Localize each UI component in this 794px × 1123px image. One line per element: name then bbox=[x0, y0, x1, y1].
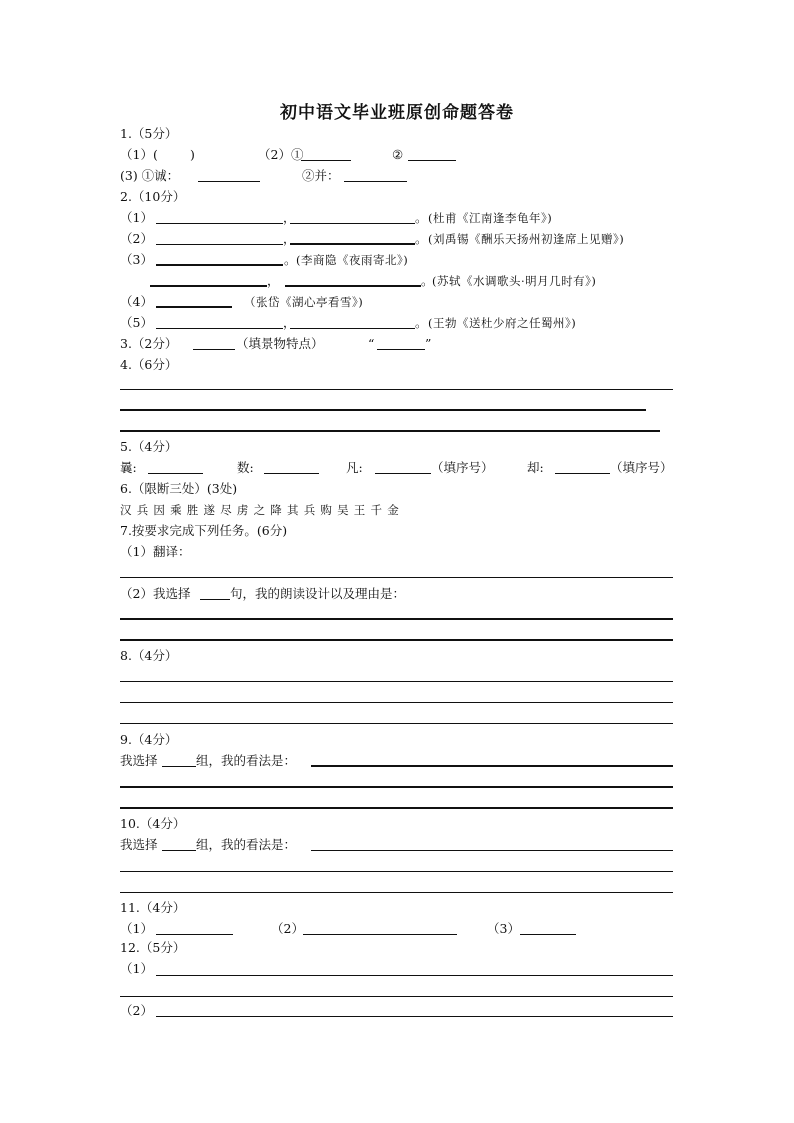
q7-part1-label: （1）翻译： bbox=[120, 544, 191, 559]
q10-heading: 10.（4分） bbox=[120, 816, 186, 831]
q9-heading: 9.（4分） bbox=[120, 732, 178, 747]
q4-answer-line-3[interactable] bbox=[120, 430, 660, 432]
q3-note: （填景物特点） bbox=[236, 336, 324, 351]
q3-open-quote: “ bbox=[368, 336, 375, 351]
q3-blank-a[interactable] bbox=[193, 349, 235, 350]
q9-answer-line-1[interactable] bbox=[311, 765, 673, 767]
q2-line3b-source: (苏轼《水调歌头·明月几时有》) bbox=[432, 274, 597, 288]
q5-item-c-label: 凡: bbox=[346, 460, 363, 475]
q12-part1-answer-line-1[interactable] bbox=[156, 975, 673, 976]
q10-label-b: 组，我的看法是： bbox=[196, 837, 297, 852]
q7-part2-label-b: 句，我的朗读设计以及理由是： bbox=[230, 586, 406, 601]
q7-heading: 7.按要求完成下列任务。(6分) bbox=[120, 523, 288, 538]
q4-answer-line-2[interactable] bbox=[120, 409, 646, 411]
q3-close-quote: ” bbox=[425, 336, 432, 351]
q2-line3b-blank-b[interactable] bbox=[285, 285, 421, 287]
q8-heading: 8.（4分） bbox=[120, 648, 178, 663]
q10-answer-line-2[interactable] bbox=[120, 871, 673, 872]
q9-answer-line-3[interactable] bbox=[120, 807, 673, 809]
q7-part2-answer-line-2[interactable] bbox=[120, 639, 673, 641]
q12-heading: 12.（5分） bbox=[120, 940, 186, 955]
q11-part2-label: （2） bbox=[271, 921, 304, 936]
q2-line3-source: (李商隐《夜雨寄北》) bbox=[296, 253, 409, 267]
q2-line4-source: （张岱《湖心亭看雪》) bbox=[244, 295, 364, 309]
q2-line2-blank-b[interactable] bbox=[290, 243, 415, 245]
q2-line4-label: （4） bbox=[120, 294, 153, 309]
q2-line3b-comma: ， bbox=[267, 273, 280, 288]
q6-passage: 汉兵因乘胜遂尽虏之降其兵购吴王千金 bbox=[120, 503, 404, 517]
q9-answer-line-2[interactable] bbox=[120, 786, 673, 788]
q4-answer-line-1[interactable] bbox=[120, 389, 673, 390]
q5-item-b-blank[interactable] bbox=[264, 473, 319, 474]
q12-part1-answer-line-2[interactable] bbox=[120, 996, 673, 997]
q5-item-d-label: 却: bbox=[527, 460, 544, 475]
q11-part3-blank[interactable] bbox=[520, 934, 576, 935]
q1-part3b-label: ②并： bbox=[302, 168, 340, 183]
q3-blank-b[interactable] bbox=[377, 349, 425, 350]
q11-part2-blank[interactable] bbox=[303, 934, 457, 935]
q10-label-a: 我选择 bbox=[120, 837, 158, 852]
q1-part2a-blank[interactable] bbox=[301, 160, 351, 161]
q7-part2-answer-line-1[interactable] bbox=[120, 618, 673, 620]
q4-heading: 4.（6分） bbox=[120, 357, 178, 372]
q2-line2-period: 。 bbox=[415, 231, 428, 246]
q1-part1-label: （1）( bbox=[120, 147, 158, 162]
q3-heading: 3.（2分） bbox=[120, 336, 178, 351]
q11-part3-label: （3） bbox=[487, 921, 520, 936]
q2-line2-label: （2） bbox=[120, 231, 153, 246]
q2-heading: 2.（10分） bbox=[120, 189, 186, 204]
q2-line5-period: 。 bbox=[415, 315, 428, 330]
q8-answer-line-3[interactable] bbox=[120, 723, 673, 724]
q2-line3-blank[interactable] bbox=[156, 264, 283, 266]
q1-part1-close: ) bbox=[190, 147, 195, 162]
q1-part2b-blank[interactable] bbox=[408, 160, 456, 161]
q2-line3b-blank-a[interactable] bbox=[150, 285, 267, 287]
q1-part2b-label: ② bbox=[392, 147, 404, 162]
q2-line5-source: (王勃《送杜少府之任蜀州》) bbox=[428, 316, 577, 330]
q12-part2-label: （2） bbox=[120, 1003, 153, 1018]
q2-line4-blank[interactable] bbox=[156, 306, 232, 308]
q5-item-d-note: （填序号） bbox=[610, 460, 673, 475]
q11-part1-label: （1） bbox=[120, 921, 153, 936]
q10-answer-line-3[interactable] bbox=[120, 892, 673, 893]
q7-part2-label-a: （2）我选择 bbox=[120, 586, 191, 601]
page-title: 初中语文毕业班原创命题答卷 bbox=[280, 103, 514, 123]
q2-line1-label: （1） bbox=[120, 210, 153, 225]
q1-part2-label: （2）① bbox=[258, 147, 304, 162]
q2-line2-blank-a[interactable] bbox=[156, 244, 283, 245]
q10-answer-line-1[interactable] bbox=[311, 850, 673, 851]
q7-part1-answer-line[interactable] bbox=[120, 577, 673, 578]
q1-heading: 1.（5分） bbox=[120, 126, 178, 141]
q1-part3b-blank[interactable] bbox=[344, 181, 407, 182]
q9-label-a: 我选择 bbox=[120, 753, 158, 768]
q2-line1-blank-b[interactable] bbox=[290, 223, 415, 224]
q2-line5-comma: ， bbox=[283, 315, 296, 330]
q11-heading: 11.（4分） bbox=[120, 900, 186, 915]
q2-line1-blank-a[interactable] bbox=[156, 223, 283, 224]
q10-choice-blank[interactable] bbox=[162, 850, 196, 851]
q5-item-a-blank[interactable] bbox=[148, 473, 203, 474]
q5-item-c-blank[interactable] bbox=[375, 473, 431, 474]
q2-line3-label: （3） bbox=[120, 252, 153, 267]
q5-item-c-note: （填序号） bbox=[431, 460, 494, 475]
q2-line1-period: 。 bbox=[415, 210, 428, 225]
q2-line3-period: 。 bbox=[284, 252, 297, 267]
q9-choice-blank[interactable] bbox=[162, 766, 196, 767]
q2-line1-source: (杜甫《江南逢李龟年》) bbox=[428, 211, 553, 225]
q2-line1-comma: ， bbox=[283, 210, 296, 225]
q2-line2-comma: ， bbox=[283, 231, 296, 246]
q2-line5-blank-b[interactable] bbox=[290, 328, 415, 329]
q6-heading: 6.（限断三处）(3处) bbox=[120, 481, 238, 496]
q12-part1-label: （1） bbox=[120, 961, 153, 976]
q5-item-a-label: 曩: bbox=[120, 460, 137, 475]
q1-part3-label: (3) ①诚： bbox=[120, 168, 180, 183]
q9-label-b: 组，我的看法是： bbox=[196, 753, 297, 768]
q11-part1-blank[interactable] bbox=[156, 934, 233, 935]
q2-line2-source: (刘禹锡《酬乐天扬州初逢席上见赠》) bbox=[428, 232, 625, 246]
q5-heading: 5.（4分） bbox=[120, 439, 178, 454]
q5-item-d-blank[interactable] bbox=[555, 473, 610, 474]
q5-item-b-label: 数: bbox=[237, 460, 254, 475]
q2-line5-blank-a[interactable] bbox=[156, 328, 283, 329]
q8-answer-line-2[interactable] bbox=[120, 702, 673, 703]
q8-answer-line-1[interactable] bbox=[120, 681, 673, 682]
q2-line3b-period: 。 bbox=[421, 273, 434, 288]
q1-part3a-blank[interactable] bbox=[198, 181, 260, 182]
q2-line5-label: （5） bbox=[120, 315, 153, 330]
q7-part2-choice-blank[interactable] bbox=[200, 599, 230, 600]
q12-part2-answer-line[interactable] bbox=[156, 1016, 673, 1017]
